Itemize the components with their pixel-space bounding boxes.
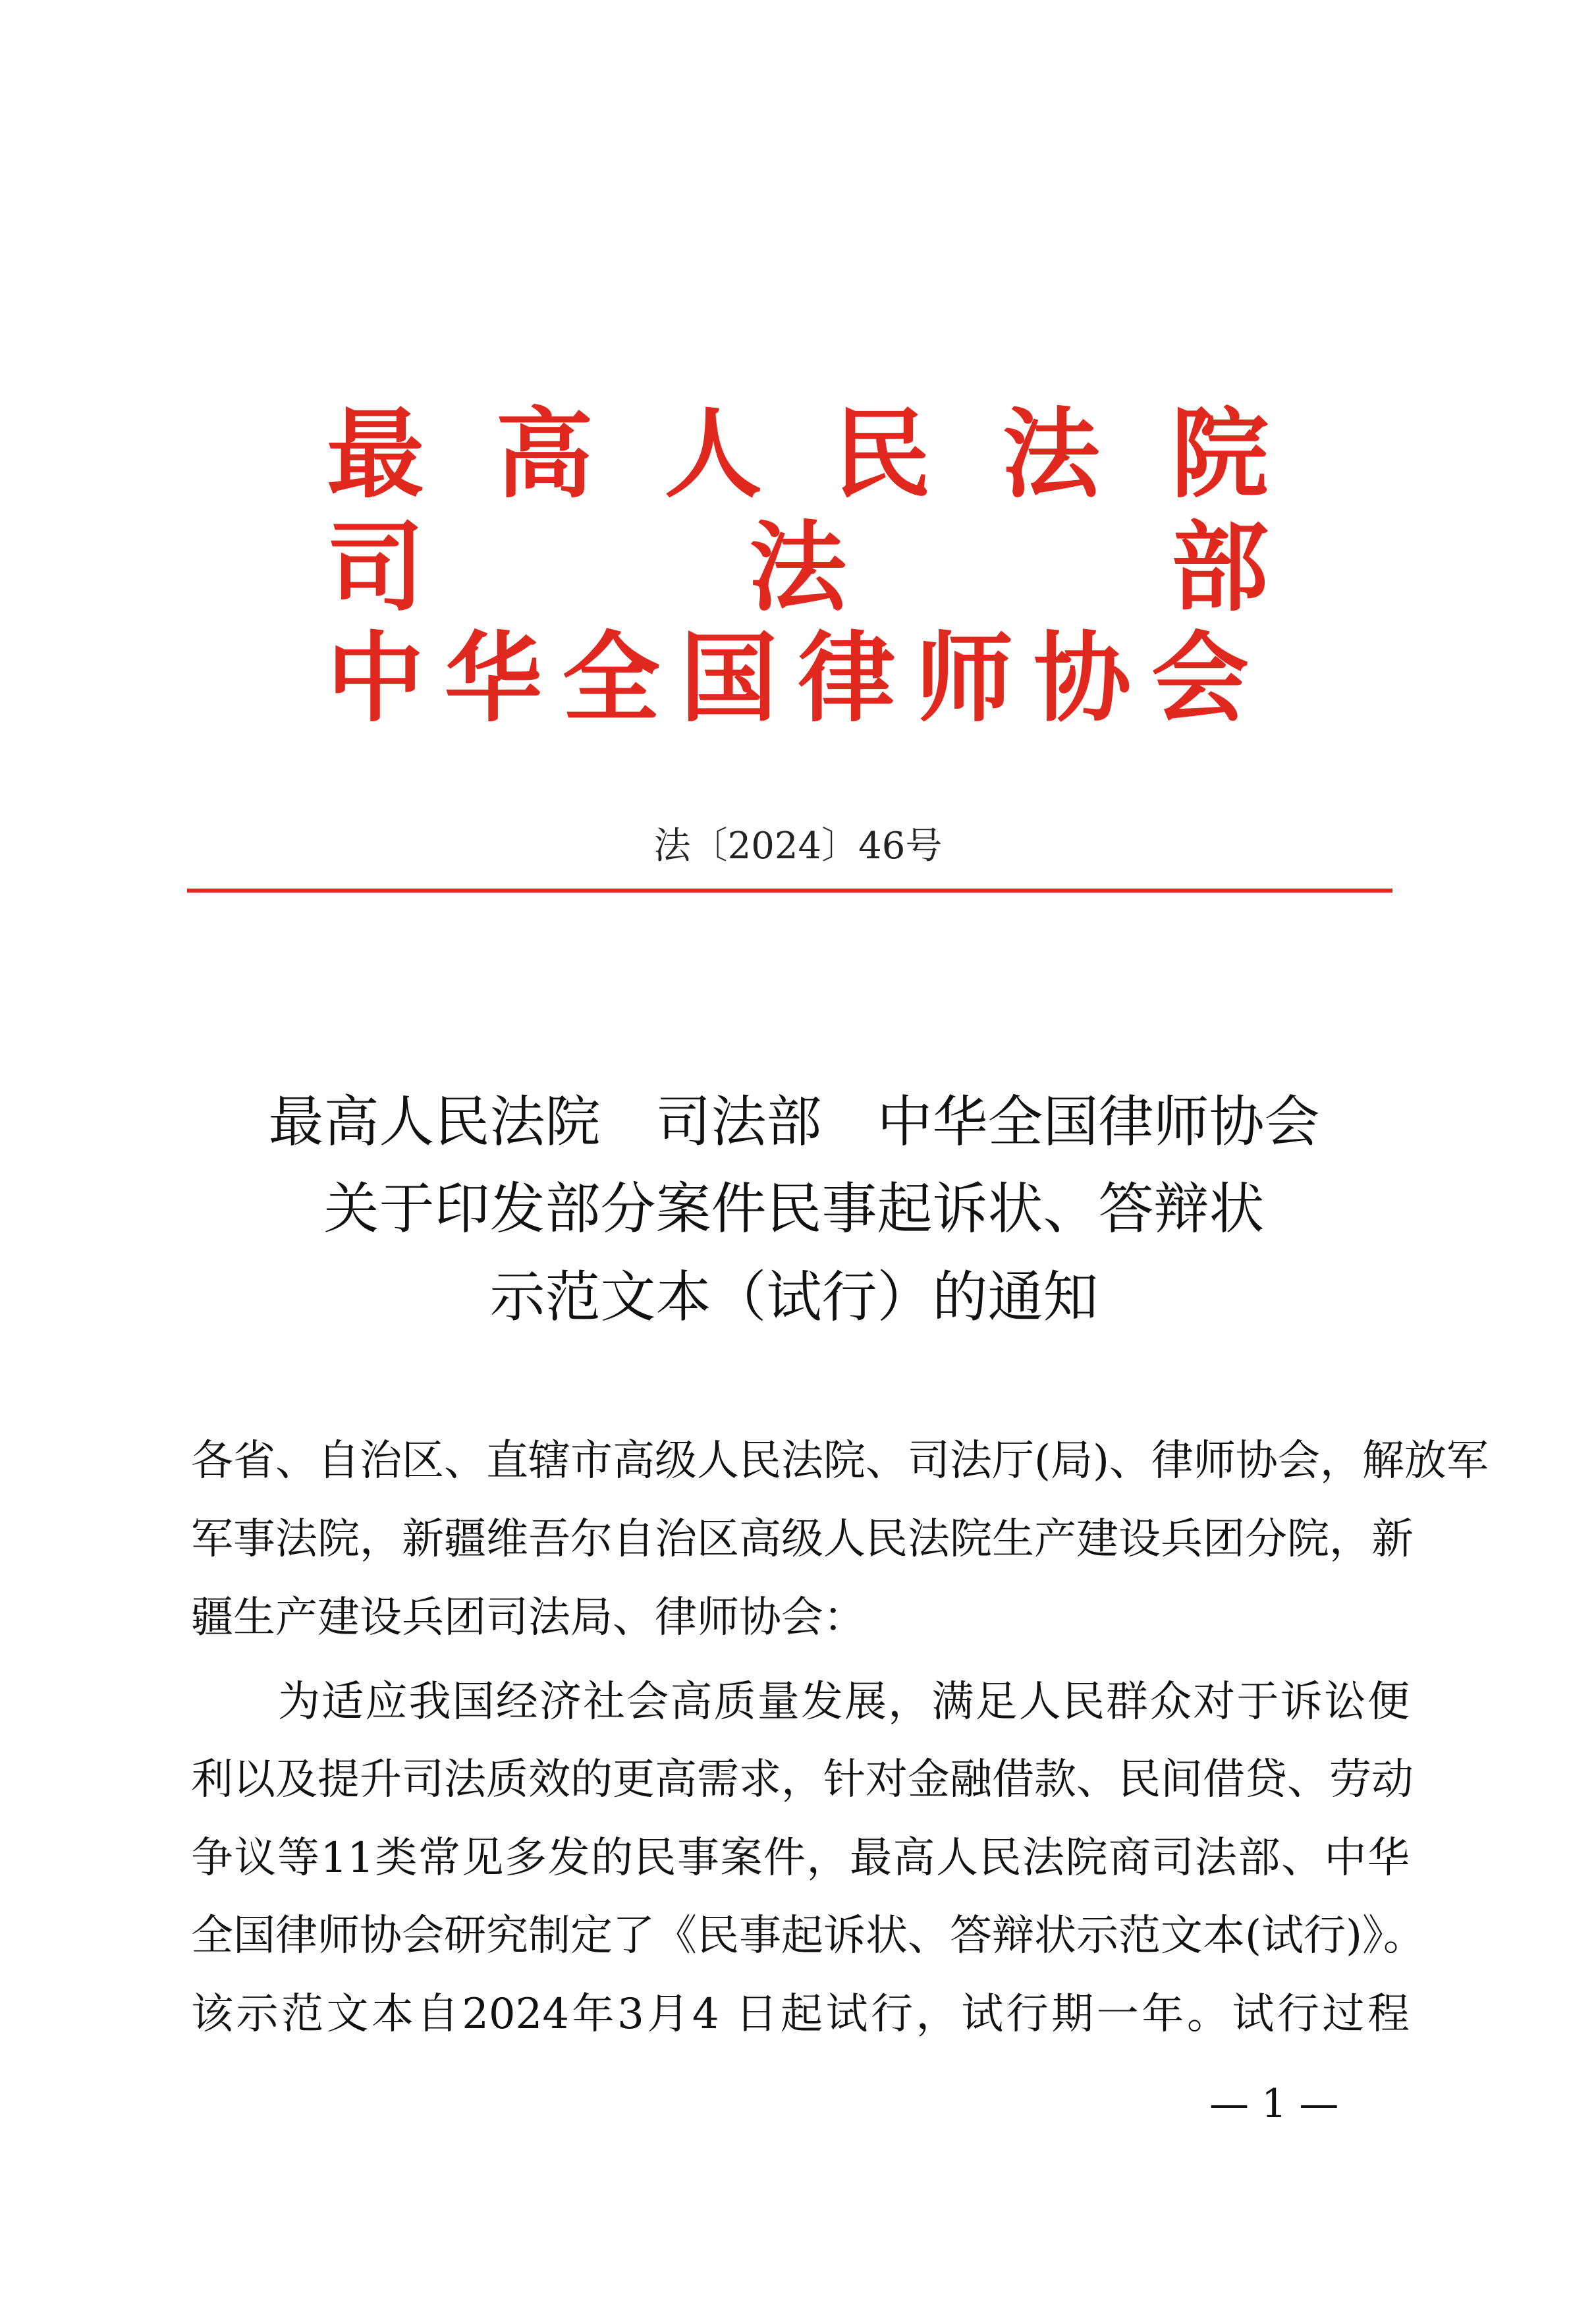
notice-title-line: 关于印发部分案件民事起诉状、答辩状: [323, 1176, 1265, 1241]
letterhead-char: 协: [1033, 622, 1132, 735]
red-separator-rule: [187, 889, 1392, 893]
letterhead-char: 律: [798, 622, 896, 735]
notice-title-line: 示范文本（试行）的通知: [489, 1265, 1099, 1329]
letterhead-char: 司: [327, 511, 424, 624]
letterhead-char: 法: [749, 511, 846, 624]
letterhead-char: 人: [664, 398, 762, 511]
letterhead-char: 院: [1170, 398, 1269, 511]
letterhead-char: 国: [680, 622, 778, 735]
addressee-line: 疆生产建设兵团司法局、律师协会：: [191, 1593, 866, 1642]
letterhead-char: 部: [1171, 511, 1269, 624]
letterhead-char: 民: [833, 398, 931, 511]
addressee-line: 军事法院，新疆维吾尔自治区高级人民法院生产建设兵团分院，新: [191, 1515, 1414, 1564]
paragraph-line: 全国律师协会研究制定了《民事起诉状、答辩状示范文本(试行)》。: [191, 1912, 1425, 1960]
document-number: 法〔2024〕46号: [653, 825, 943, 868]
letterhead-char: 最: [327, 398, 424, 511]
notice-title-line: 最高人民法院 司法部 中华全国律师协会: [268, 1089, 1320, 1154]
letterhead-issuer-ministry-of-justice: [327, 511, 1269, 624]
letterhead-char: 高: [495, 398, 593, 511]
paragraph-line: 该示范文本自2024年3月4 日起试行，试行期一年。试行过程: [191, 1990, 1410, 2039]
letterhead-char: 会: [1151, 622, 1249, 735]
letterhead-issuer-supreme-court: [327, 398, 1269, 511]
letterhead-char: 华: [444, 622, 542, 735]
paragraph-line: 为适应我国经济社会高质量发展，满足人民群众对于诉讼便: [278, 1678, 1410, 1726]
addressee-line: 各省、自治区、直辖市高级人民法院、司法厅(局)、律师协会，解放军: [191, 1437, 1489, 1485]
letterhead-char: 法: [1002, 398, 1100, 511]
letterhead-char: 全: [562, 622, 660, 735]
paragraph-line: 利以及提升司法质效的更高需求，针对金融借款、民间借贷、劳动: [191, 1755, 1414, 1804]
paragraph-line: 争议等11类常见多发的民事案件，最高人民法院商司法部、中华: [191, 1834, 1410, 1883]
letterhead-issuer-lawyers-association: [327, 622, 1249, 735]
letterhead-char: 中: [327, 622, 424, 735]
letterhead-char: 师: [916, 622, 1014, 735]
page-number: — 1 —: [1209, 2081, 1339, 2127]
